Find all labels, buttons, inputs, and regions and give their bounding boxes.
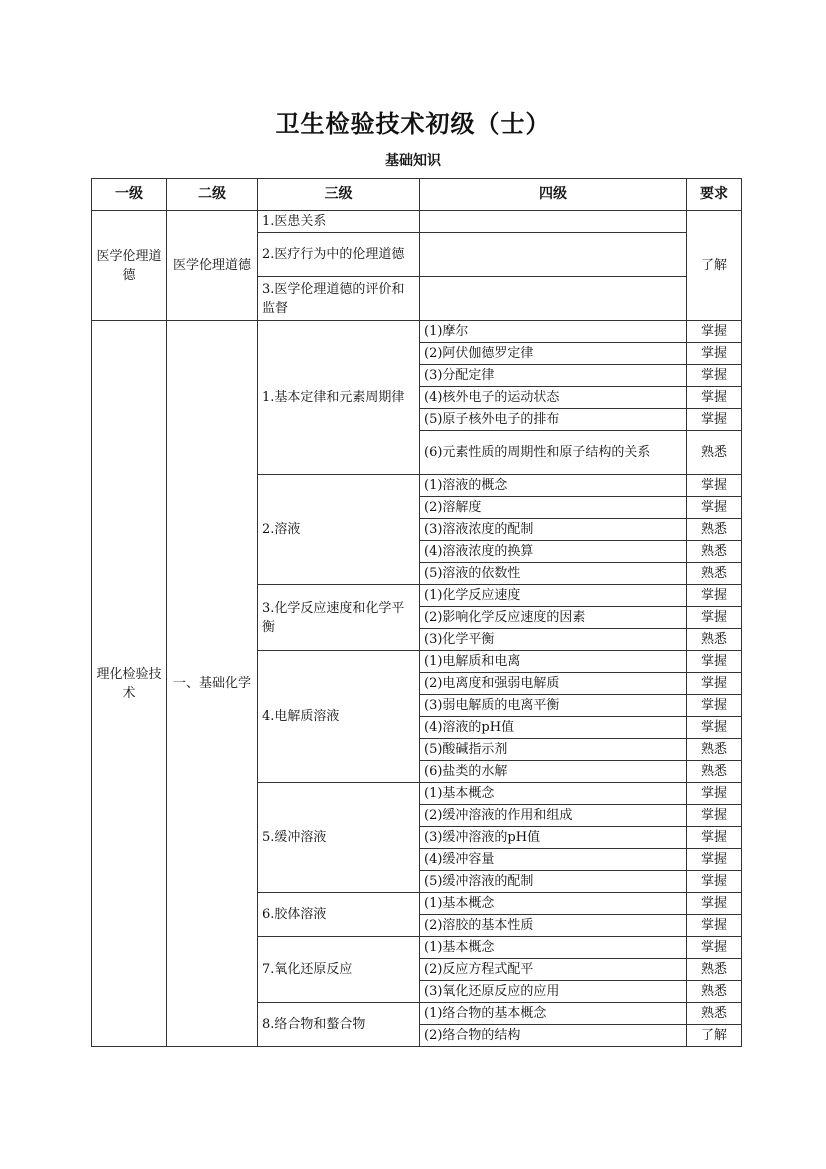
- topic-level3: 2.溶液: [258, 475, 420, 585]
- header-level1: 一级: [92, 179, 167, 211]
- requirement-cell: 掌握: [687, 717, 742, 739]
- topic-level4: (2)溶解度: [420, 497, 687, 519]
- topic-level3: 3.化学反应速度和化学平衡: [258, 585, 420, 651]
- topic-level4: (3)氧化还原反应的应用: [420, 981, 687, 1003]
- ethics-level2: 医学伦理道德: [167, 211, 258, 321]
- topic-level4: (2)络合物的结构: [420, 1025, 687, 1047]
- requirement-cell: 熟悉: [687, 761, 742, 783]
- requirement-cell: 掌握: [687, 893, 742, 915]
- requirement-cell: 掌握: [687, 365, 742, 387]
- topic-level4: (2)电离度和强弱电解质: [420, 673, 687, 695]
- topic-level3: 1.基本定律和元素周期律: [258, 321, 420, 475]
- requirement-cell: 掌握: [687, 607, 742, 629]
- requirement-cell: 熟悉: [687, 629, 742, 651]
- requirement-cell: 熟悉: [687, 519, 742, 541]
- topic-level4: (4)缓冲容量: [420, 849, 687, 871]
- requirement-cell: 熟悉: [687, 563, 742, 585]
- requirement-cell: 掌握: [687, 321, 742, 343]
- ethics-item: 3.医学伦理道德的评价和监督: [258, 277, 420, 321]
- ethics-level1: 医学伦理道德: [92, 211, 167, 321]
- requirement-cell: 掌握: [687, 343, 742, 365]
- topic-level4: (1)基本概念: [420, 937, 687, 959]
- topic-level4: (2)溶胶的基本性质: [420, 915, 687, 937]
- topic-level3: 6.胶体溶液: [258, 893, 420, 937]
- requirement-cell: 熟悉: [687, 739, 742, 761]
- requirement-cell: 掌握: [687, 783, 742, 805]
- topic-level4: (2)缓冲溶液的作用和组成: [420, 805, 687, 827]
- topic-level4: (4)溶液的pH值: [420, 717, 687, 739]
- topic-level4: (1)摩尔: [420, 321, 687, 343]
- topic-level3: 5.缓冲溶液: [258, 783, 420, 893]
- requirement-cell: 掌握: [687, 475, 742, 497]
- requirement-cell: 掌握: [687, 695, 742, 717]
- topic-level4: (5)原子核外电子的排布: [420, 409, 687, 431]
- topic-level4: (1)基本概念: [420, 893, 687, 915]
- header-level3: 三级: [258, 179, 420, 211]
- table-body: [92, 211, 742, 1047]
- requirement-cell: 了解: [687, 1025, 742, 1047]
- topic-level4: (1)电解质和电离: [420, 651, 687, 673]
- requirement-cell: 掌握: [687, 585, 742, 607]
- topic-level4: (5)酸碱指示剂: [420, 739, 687, 761]
- topic-level4: (2)影响化学反应速度的因素: [420, 607, 687, 629]
- ethics-level4-empty: [420, 211, 687, 233]
- requirement-cell: 掌握: [687, 915, 742, 937]
- topic-level4: (4)核外电子的运动状态: [420, 387, 687, 409]
- header-level2: 二级: [167, 179, 258, 211]
- topic-level4: (1)络合物的基本概念: [420, 1003, 687, 1025]
- table-row: [92, 321, 742, 343]
- requirement-cell: 掌握: [687, 673, 742, 695]
- requirement-cell: 掌握: [687, 387, 742, 409]
- topic-level4: (1)基本概念: [420, 783, 687, 805]
- topic-level4: (6)盐类的水解: [420, 761, 687, 783]
- table-header-row: [92, 179, 742, 211]
- requirement-cell: 熟悉: [687, 981, 742, 1003]
- topic-level4: (1)溶液的概念: [420, 475, 687, 497]
- requirement-cell: 熟悉: [687, 541, 742, 563]
- topic-level4: (4)溶液浓度的换算: [420, 541, 687, 563]
- chem-level1: 理化检验技术: [92, 321, 167, 1047]
- ethics-item: 1.医患关系: [258, 211, 420, 233]
- topic-level3: 7.氧化还原反应: [258, 937, 420, 1003]
- topic-level4: (3)分配定律: [420, 365, 687, 387]
- requirement-cell: 掌握: [687, 497, 742, 519]
- chem-level2: 一、基础化学: [167, 321, 258, 1047]
- requirement-cell: 熟悉: [687, 1003, 742, 1025]
- topic-level4: (6)元素性质的周期性和原子结构的关系: [420, 431, 687, 475]
- header-requirement: 要求: [687, 179, 742, 211]
- requirement-cell: 掌握: [687, 849, 742, 871]
- topic-level4: (3)弱电解质的电离平衡: [420, 695, 687, 717]
- table-row: [92, 211, 742, 233]
- ethics-requirement: 了解: [687, 211, 742, 321]
- topic-level4: (5)溶液的依数性: [420, 563, 687, 585]
- requirement-cell: 掌握: [687, 871, 742, 893]
- requirement-cell: 熟悉: [687, 959, 742, 981]
- topic-level4: (5)缓冲溶液的配制: [420, 871, 687, 893]
- header-level4: 四级: [420, 179, 687, 211]
- syllabus-table: [91, 178, 742, 1047]
- document-title: 卫生检验技术初级（士）: [275, 110, 551, 138]
- topic-level4: (1)化学反应速度: [420, 585, 687, 607]
- ethics-level4-empty: [420, 277, 687, 321]
- topic-level4: (2)阿伏伽德罗定律: [420, 343, 687, 365]
- requirement-cell: 掌握: [687, 651, 742, 673]
- ethics-level4-empty: [420, 233, 687, 277]
- ethics-item: 2.医疗行为中的伦理道德: [258, 233, 420, 277]
- document-subtitle: 基础知识: [385, 153, 441, 169]
- topic-level3: 8.络合物和螯合物: [258, 1003, 420, 1047]
- requirement-cell: 掌握: [687, 409, 742, 431]
- topic-level4: (3)化学平衡: [420, 629, 687, 651]
- requirement-cell: 熟悉: [687, 431, 742, 475]
- topic-level4: (3)缓冲溶液的pH值: [420, 827, 687, 849]
- topic-level3: 4.电解质溶液: [258, 651, 420, 783]
- topic-level4: (2)反应方程式配平: [420, 959, 687, 981]
- requirement-cell: 掌握: [687, 937, 742, 959]
- requirement-cell: 掌握: [687, 805, 742, 827]
- topic-level4: (3)溶液浓度的配制: [420, 519, 687, 541]
- requirement-cell: 掌握: [687, 827, 742, 849]
